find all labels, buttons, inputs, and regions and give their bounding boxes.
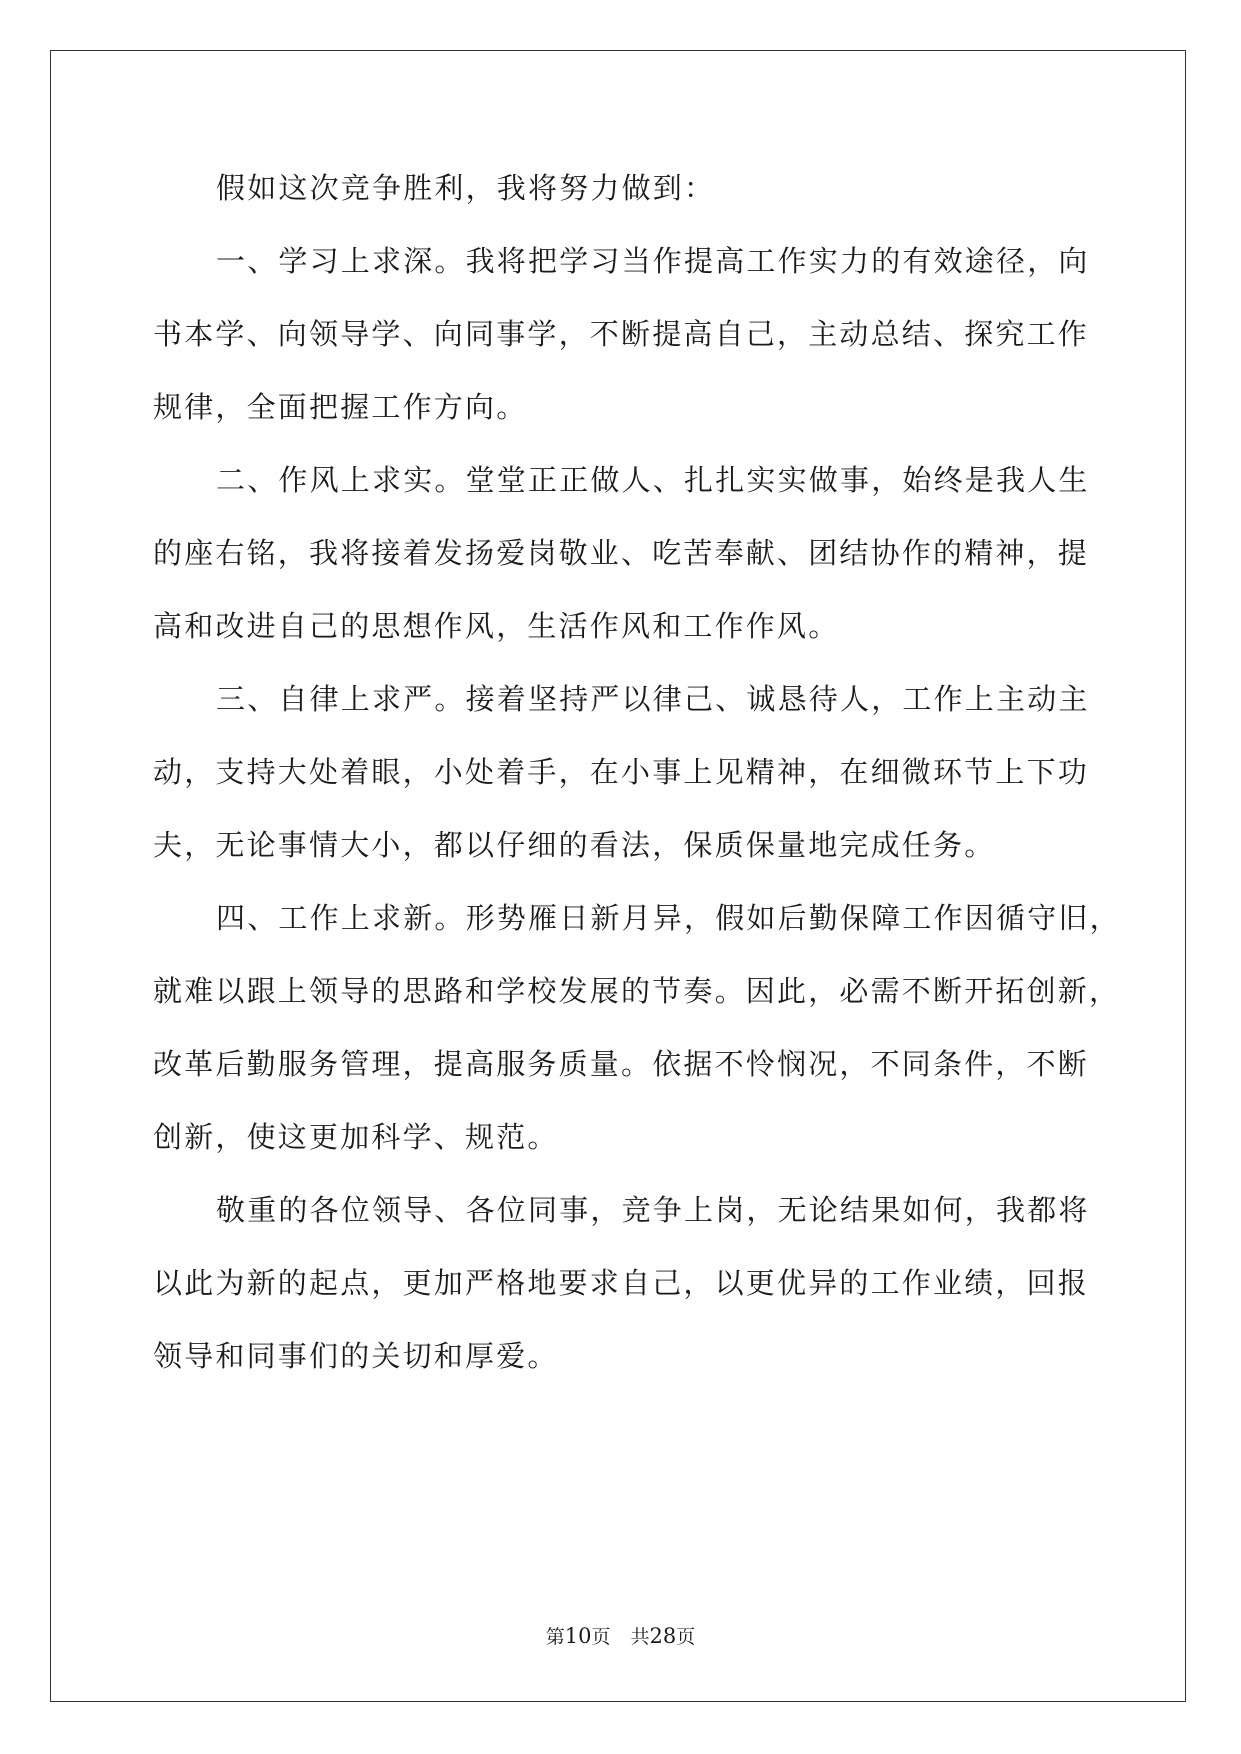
paragraph-line: 高和改进自己的思想作风，生活作风和工作作风。	[153, 609, 840, 643]
paragraph-line: 三、自律上求严。接着坚持严以律己、诚恳待人，工作上主动主	[216, 682, 1090, 716]
paragraph-line: 改革后勤服务管理，提高服务质量。依据不怜悯况，不同条件，不断	[153, 1047, 1090, 1081]
paragraph-line: 创新，使这更加科学、规范。	[153, 1120, 559, 1154]
paragraph-line: 以此为新的起点，更加严格地要求自己，以更优异的工作业绩，回报	[153, 1266, 1090, 1300]
paragraph-line: 敬重的各位领导、各位同事，竞争上岗，无论结果如何，我都将	[216, 1193, 1090, 1227]
paragraph-line: 就难以跟上领导的思路和学校发展的节奏。因此，必需不断开拓创新，	[153, 974, 1121, 1008]
page-suffix: 页	[591, 1626, 611, 1648]
paragraph-line: 的座右铭，我将接着发扬爱岗敬业、吃苦奉献、团结协作的精神，提	[153, 536, 1090, 570]
page-border	[50, 50, 1186, 1702]
paragraph-line: 夫，无论事情大小，都以仔细的看法，保质保量地完成任务。	[153, 828, 996, 862]
total-suffix: 页	[676, 1626, 696, 1648]
paragraph-line: 动，支持大处着眼，小处着手，在小事上见精神，在细微环节上下功	[153, 755, 1090, 789]
paragraph-line: 书本学、向领导学、向同事学，不断提高自己，主动总结、探究工作	[153, 317, 1090, 351]
page-number: 10	[564, 1624, 592, 1648]
paragraph-line: 领导和同事们的关切和厚爱。	[153, 1339, 559, 1373]
total-pages: 28	[649, 1624, 677, 1648]
page-prefix: 第	[545, 1626, 565, 1648]
page-footer	[0, 1622, 1241, 1649]
paragraph-line: 规律，全面把握工作方向。	[153, 390, 528, 424]
paragraph-line: 四、工作上求新。形势雁日新月异，假如后勤保障工作因循守旧，	[216, 901, 1121, 935]
paragraph-line: 假如这次竞争胜利，我将努力做到：	[216, 171, 716, 205]
paragraph-line: 二、作风上求实。堂堂正正做人、扎扎实实做事，始终是我人生	[216, 463, 1090, 497]
paragraph-line: 一、学习上求深。我将把学习当作提高工作实力的有效途径，向	[216, 244, 1090, 278]
total-prefix: 共	[630, 1626, 650, 1648]
